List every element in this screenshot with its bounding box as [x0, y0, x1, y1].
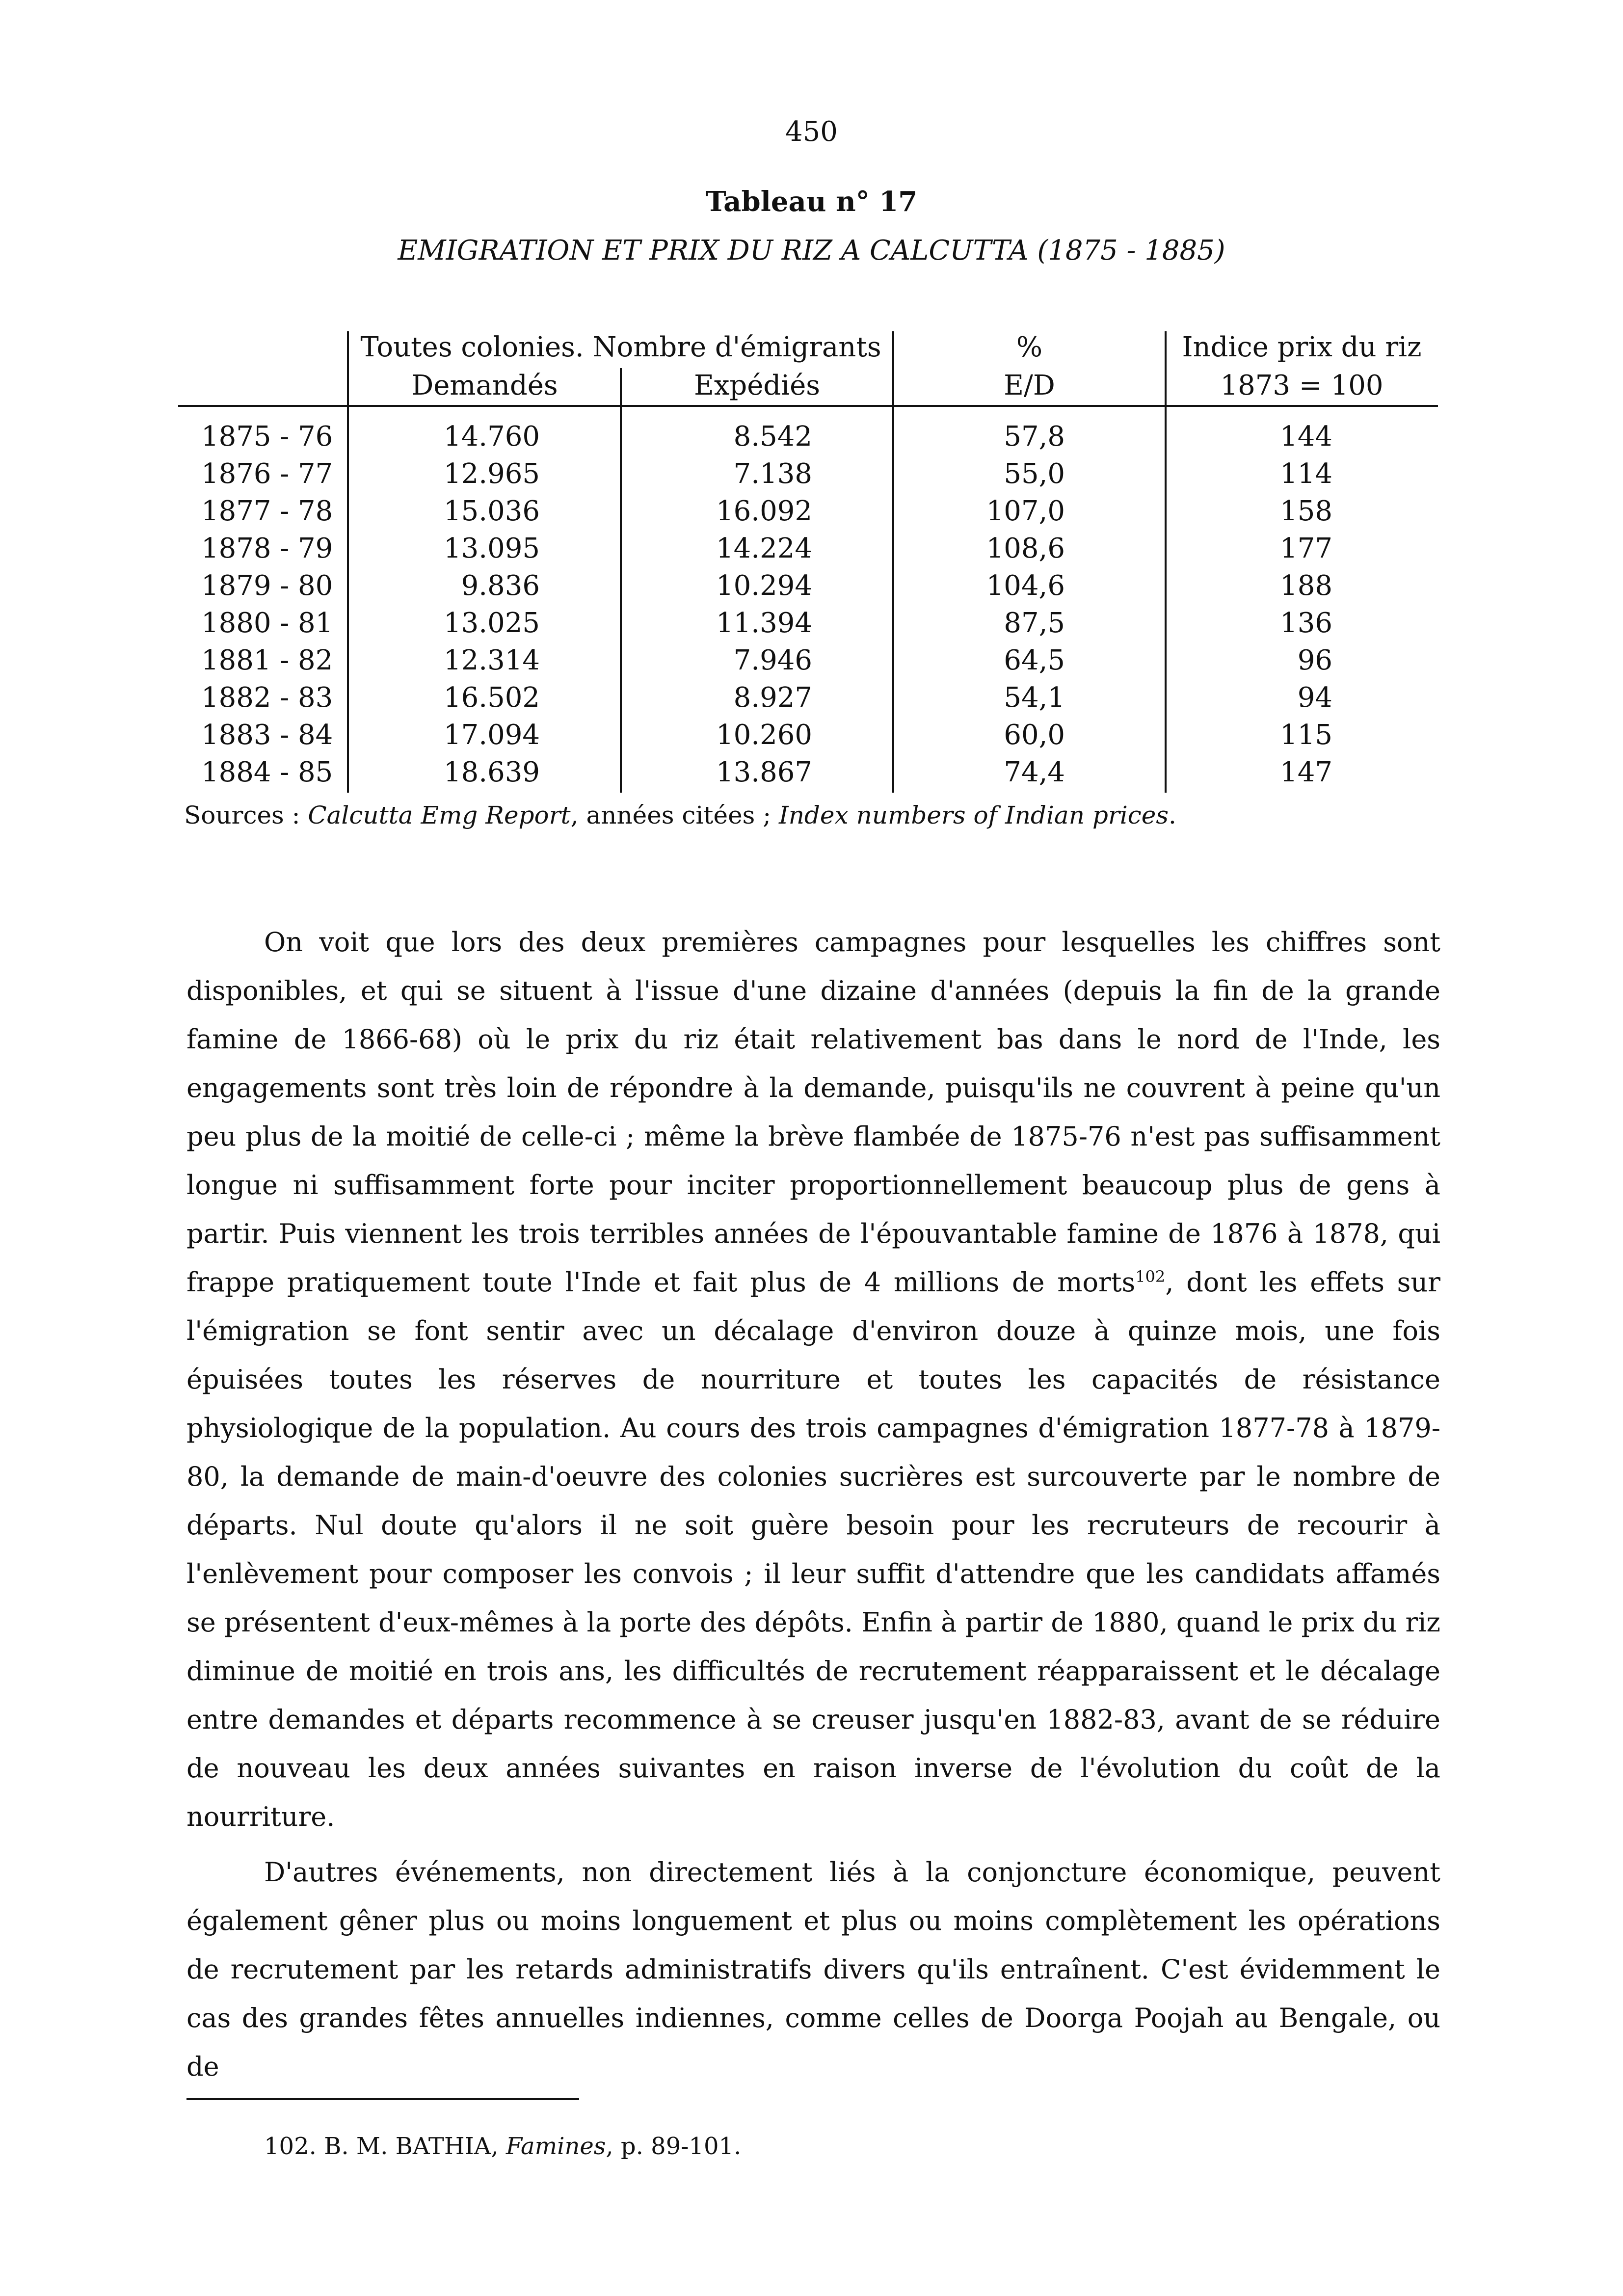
emigration-table [0, 0, 1623, 834]
paragraph-1 [186, 918, 1440, 1841]
expedies-cell: 13.867 [716, 756, 812, 788]
indice-cell: 114 [1280, 458, 1332, 490]
paragraph-2-text: D'autres événements, non directement liés à la conjoncture économique, peuvent également gêner plus ou moins longuement et plus ou moins complètement les opérations de recrutement par les retards administratifs divers qu'ils entraînent. C'est évidemment le cas des grandes fêtes annuelles indiennes, comme celles de Doorga Poojah au Bengale, ou de [186, 1857, 1440, 2082]
table-sources [184, 801, 1176, 829]
demandes-cell: 12.965 [444, 458, 540, 490]
demandes-cell: 9.836 [461, 570, 540, 602]
paragraph-1-text-cont: , dont les effets sur l'émigration se font sentir avec un décalage d'environ douze à quinze mois, une fois épuisées toutes les réserves de nourriture et toutes les capacités de résistance physiologique de la population. Au cours des trois campagnes d'émigration 1877-78 à 1879-80, la demande de main-d'oeuvre des colonies sucrières est surcouverte par le nombre de départs. Nul doute qu'alors il ne soit guère besoin pour les recruteurs de recourir à l'enlèvement pour composer les convois ; il leur suffit d'attendre que les candidats affamés se présentent d'eux-mêmes à la porte des dépôts. Enfin à partir de 1880, quand le prix du riz diminue de moitié en trois ans, les difficultés de recrutement réapparaissent et le décalage entre demandes et départs recommence à se creuser jusqu'en 1882-83, avant de se réduire de nouveau les deux années suivantes en raison inverse de l'évolution du coût de la nourriture. [186, 1267, 1440, 1832]
source-ref-2: Index numbers of Indian prices [778, 801, 1169, 829]
pct-cell: 108,6 [986, 533, 1065, 564]
demandes-cell: 13.095 [444, 533, 540, 564]
expedies-cell: 7.138 [733, 458, 812, 490]
source-ref-1: Calcutta Emg Report [308, 801, 571, 829]
indice-cell: 136 [1280, 607, 1332, 639]
table-subtitle: EMIGRATION ET PRIX DU RIZ A CALCUTTA (1875 - 1885) [398, 235, 1225, 267]
header-pct: % [1016, 331, 1043, 363]
pct-cell: 87,5 [1004, 607, 1065, 639]
indice-cell: 147 [1280, 756, 1332, 788]
footnote-separator [186, 2098, 579, 2100]
expedies-cell: 16.092 [716, 495, 812, 527]
column-divider [892, 331, 894, 793]
demandes-cell: 12.314 [444, 644, 540, 676]
year-cell: 1880 - 81 [201, 607, 333, 639]
column-divider [1165, 331, 1167, 793]
header-expedies: Expédiés [693, 370, 821, 401]
header-ed: E/D [1004, 370, 1055, 401]
expedies-cell: 11.394 [716, 607, 812, 639]
demandes-cell: 16.502 [444, 682, 540, 714]
expedies-cell: 14.224 [716, 533, 812, 564]
year-cell: 1883 - 84 [201, 719, 333, 751]
header-base: 1873 = 100 [1220, 370, 1384, 401]
indice-cell: 94 [1297, 682, 1332, 714]
indice-cell: 115 [1280, 719, 1332, 751]
indice-cell: 144 [1280, 421, 1332, 453]
year-cell: 1882 - 83 [201, 682, 333, 714]
table-title: Tableau n° 17 [705, 186, 918, 218]
pct-cell: 54,1 [1004, 682, 1065, 714]
indice-cell: 96 [1297, 644, 1332, 676]
header-demandes: Demandés [411, 370, 558, 401]
footnote-author: B. M. BATHIA, [324, 2133, 506, 2160]
year-cell: 1881 - 82 [201, 644, 333, 676]
demandes-cell: 18.639 [444, 756, 540, 788]
expedies-cell: 8.927 [733, 682, 812, 714]
indice-cell: 158 [1280, 495, 1332, 527]
header-indice: Indice prix du riz [1182, 331, 1422, 363]
pct-cell: 55,0 [1004, 458, 1065, 490]
indice-cell: 188 [1280, 570, 1332, 602]
expedies-cell: 7.946 [733, 644, 812, 676]
pct-cell: 60,0 [1004, 719, 1065, 751]
footnote-reference[interactable]: 102 [1135, 1267, 1166, 1286]
footnote-work: Famines [506, 2133, 606, 2160]
demandes-cell: 15.036 [444, 495, 540, 527]
year-cell: 1884 - 85 [201, 756, 333, 788]
year-cell: 1877 - 78 [201, 495, 333, 527]
expedies-cell: 10.260 [716, 719, 812, 751]
year-cell: 1876 - 77 [201, 458, 333, 490]
year-cell: 1878 - 79 [201, 533, 333, 564]
header-group: Toutes colonies. Nombre d'émigrants [360, 331, 881, 363]
demandes-cell: 17.094 [444, 719, 540, 751]
footnote-pages: , p. 89-101. [606, 2133, 742, 2160]
paragraph-1-text: On voit que lors des deux premières campagnes pour lesquelles les chiffres sont disponibles, et qui se situent à l'issue d'une dizaine d'années (depuis la fin de la grande famine de 1866-68) où le prix du riz était relativement bas dans le nord de l'Inde, les engagements sont très loin de répondre à la demande, puisqu'ils ne couvrent à peine qu'un peu plus de la moitié de celle-ci ; même la brève flambée de 1875-76 n'est pas suffisamment longue ni suffisamment forte pour inciter proportionnellement beaucoup plus de gens à partir. Puis viennent les trois terribles années de l'épouvantable famine de 1876 à 1878, qui frappe pratiquement toute l'Inde et fait plus de 4 millions de morts [186, 927, 1440, 1298]
pct-cell: 64,5 [1004, 644, 1065, 676]
footnote-number: 102. [264, 2133, 324, 2160]
paragraph-2 [186, 1848, 1440, 2091]
demandes-cell: 13.025 [444, 607, 540, 639]
indice-cell: 177 [1280, 533, 1332, 564]
expedies-cell: 10.294 [716, 570, 812, 602]
column-divider [347, 331, 349, 793]
footnote [264, 2133, 741, 2160]
year-cell: 1879 - 80 [201, 570, 333, 602]
pct-cell: 104,6 [986, 570, 1065, 602]
demandes-cell: 14.760 [444, 421, 540, 453]
sources-mid: , années citées ; [570, 801, 779, 829]
pct-cell: 57,8 [1004, 421, 1065, 453]
sources-end: . [1168, 801, 1176, 829]
page-number: 450 [785, 116, 838, 148]
pct-cell: 107,0 [986, 495, 1065, 527]
sources-prefix: Sources : [184, 801, 308, 829]
header-rule [178, 405, 1438, 407]
year-cell: 1875 - 76 [201, 421, 333, 453]
column-divider [620, 368, 622, 793]
expedies-cell: 8.542 [733, 421, 812, 453]
pct-cell: 74,4 [1004, 756, 1065, 788]
